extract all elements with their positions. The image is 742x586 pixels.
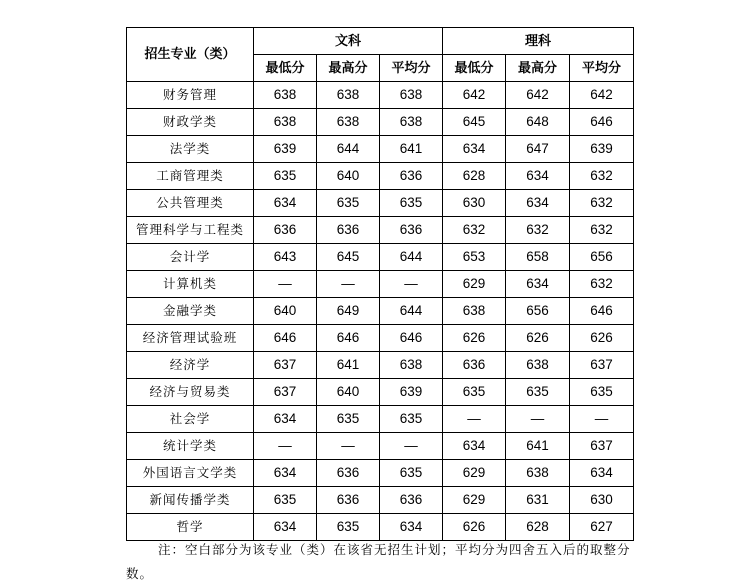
score-cell: 636 (254, 217, 317, 244)
subheader-max: 最高分 (506, 55, 570, 82)
score-cell: 629 (443, 487, 506, 514)
score-cell: 644 (380, 244, 443, 271)
score-cell: 656 (570, 244, 634, 271)
table-row (127, 190, 634, 217)
score-cell: 632 (443, 217, 506, 244)
score-cell: 631 (506, 487, 570, 514)
score-cell: 642 (506, 82, 570, 109)
table-row (127, 325, 634, 352)
table-body (127, 82, 634, 541)
score-cell: — (570, 406, 634, 433)
score-cell: — (317, 271, 380, 298)
score-cell: 635 (380, 190, 443, 217)
score-cell: 635 (443, 379, 506, 406)
score-cell: 645 (443, 109, 506, 136)
score-cell: 636 (380, 217, 443, 244)
score-cell: 640 (317, 163, 380, 190)
score-cell: 632 (506, 217, 570, 244)
score-cell: 636 (380, 487, 443, 514)
score-table (126, 27, 634, 541)
score-cell: 634 (380, 514, 443, 541)
table-row (127, 460, 634, 487)
score-cell: 638 (317, 82, 380, 109)
table-row (127, 109, 634, 136)
score-cell: — (317, 433, 380, 460)
score-cell: 635 (380, 460, 443, 487)
score-cell: 645 (317, 244, 380, 271)
score-cell: 641 (317, 352, 380, 379)
score-cell: — (380, 433, 443, 460)
score-cell: 658 (506, 244, 570, 271)
score-cell: 630 (570, 487, 634, 514)
score-cell: — (380, 271, 443, 298)
score-cell: 638 (317, 109, 380, 136)
score-cell: — (254, 271, 317, 298)
score-cell: 635 (254, 163, 317, 190)
score-cell: 632 (570, 217, 634, 244)
score-cell: 629 (443, 271, 506, 298)
score-cell: 637 (570, 352, 634, 379)
score-cell: 635 (570, 379, 634, 406)
score-cell: 637 (254, 352, 317, 379)
major-name: 外国语言文学类 (127, 460, 254, 487)
score-cell: 634 (506, 190, 570, 217)
score-cell: 635 (254, 487, 317, 514)
score-cell: 636 (317, 460, 380, 487)
score-cell: 628 (506, 514, 570, 541)
subheader-avg: 平均分 (570, 55, 634, 82)
score-cell: 648 (506, 109, 570, 136)
score-cell: 634 (254, 406, 317, 433)
score-cell: 634 (506, 271, 570, 298)
score-cell: 638 (380, 109, 443, 136)
score-cell: 637 (254, 379, 317, 406)
score-cell: 634 (443, 433, 506, 460)
major-name: 经济管理试验班 (127, 325, 254, 352)
major-name: 管理科学与工程类 (127, 217, 254, 244)
table-row (127, 433, 634, 460)
score-cell: 635 (317, 406, 380, 433)
score-cell: 634 (506, 163, 570, 190)
major-name: 经济与贸易类 (127, 379, 254, 406)
score-cell: 639 (380, 379, 443, 406)
score-cell: 638 (380, 352, 443, 379)
table-row (127, 271, 634, 298)
score-cell: 637 (570, 433, 634, 460)
major-name: 计算机类 (127, 271, 254, 298)
table-row (127, 82, 634, 109)
score-cell: 634 (254, 460, 317, 487)
subheader-min: 最低分 (254, 55, 317, 82)
score-cell: — (443, 406, 506, 433)
score-cell: 638 (380, 82, 443, 109)
subheader-max: 最高分 (317, 55, 380, 82)
score-cell: 632 (570, 190, 634, 217)
score-cell: 634 (570, 460, 634, 487)
table-row (127, 406, 634, 433)
score-cell: 638 (506, 352, 570, 379)
score-cell: — (506, 406, 570, 433)
score-cell: 638 (506, 460, 570, 487)
table-row (127, 514, 634, 541)
table-row (127, 487, 634, 514)
subheader-avg: 平均分 (380, 55, 443, 82)
score-cell: 642 (570, 82, 634, 109)
score-cell: 641 (506, 433, 570, 460)
major-name: 公共管理类 (127, 190, 254, 217)
group-header-liberal-arts: 文科 (254, 28, 443, 55)
score-cell: 636 (380, 163, 443, 190)
score-cell: 647 (506, 136, 570, 163)
score-cell: 642 (443, 82, 506, 109)
table-row (127, 298, 634, 325)
score-cell: 640 (317, 379, 380, 406)
major-name: 财政学类 (127, 109, 254, 136)
score-cell: 638 (254, 82, 317, 109)
major-name: 会计学 (127, 244, 254, 271)
score-cell: 649 (317, 298, 380, 325)
table-row (127, 352, 634, 379)
score-cell: 635 (317, 514, 380, 541)
major-name: 法学类 (127, 136, 254, 163)
score-cell: 626 (570, 325, 634, 352)
footnote: 注：空白部分为该专业（类）在该省无招生计划；平均分为四舍五入后的取整分数。 (126, 542, 631, 581)
score-cell: 632 (570, 163, 634, 190)
score-cell: 626 (443, 514, 506, 541)
score-cell: 626 (443, 325, 506, 352)
score-cell: 632 (570, 271, 634, 298)
table-row (127, 217, 634, 244)
major-name: 哲学 (127, 514, 254, 541)
score-cell: 653 (443, 244, 506, 271)
score-cell: 646 (570, 298, 634, 325)
table-row (127, 379, 634, 406)
score-cell: 636 (317, 487, 380, 514)
major-name: 财务管理 (127, 82, 254, 109)
score-cell: 634 (254, 190, 317, 217)
score-cell: 628 (443, 163, 506, 190)
score-cell: 644 (380, 298, 443, 325)
table-row (127, 136, 634, 163)
score-cell: 626 (506, 325, 570, 352)
score-cell: 634 (443, 136, 506, 163)
score-cell: 635 (380, 406, 443, 433)
score-cell: 635 (506, 379, 570, 406)
major-name: 经济学 (127, 352, 254, 379)
score-cell: 638 (443, 298, 506, 325)
score-cell: 635 (317, 190, 380, 217)
score-cell: 656 (506, 298, 570, 325)
score-cell: 630 (443, 190, 506, 217)
group-header-science: 理科 (443, 28, 634, 55)
major-name: 社会学 (127, 406, 254, 433)
score-cell: 627 (570, 514, 634, 541)
score-cell: 646 (254, 325, 317, 352)
score-cell: 644 (317, 136, 380, 163)
score-cell: 646 (317, 325, 380, 352)
score-cell: 641 (380, 136, 443, 163)
score-cell: 646 (380, 325, 443, 352)
score-cell: — (254, 433, 317, 460)
table-row (127, 244, 634, 271)
major-name: 金融学类 (127, 298, 254, 325)
score-cell: 629 (443, 460, 506, 487)
score-cell: 639 (254, 136, 317, 163)
table-row (127, 163, 634, 190)
score-cell: 646 (570, 109, 634, 136)
score-cell: 640 (254, 298, 317, 325)
score-cell: 643 (254, 244, 317, 271)
score-cell: 636 (443, 352, 506, 379)
score-cell: 634 (254, 514, 317, 541)
score-cell: 638 (254, 109, 317, 136)
major-name: 工商管理类 (127, 163, 254, 190)
score-cell: 636 (317, 217, 380, 244)
corner-header: 招生专业（类） (127, 28, 254, 82)
score-cell: 639 (570, 136, 634, 163)
major-name: 新闻传播学类 (127, 487, 254, 514)
subheader-min: 最低分 (443, 55, 506, 82)
major-name: 统计学类 (127, 433, 254, 460)
